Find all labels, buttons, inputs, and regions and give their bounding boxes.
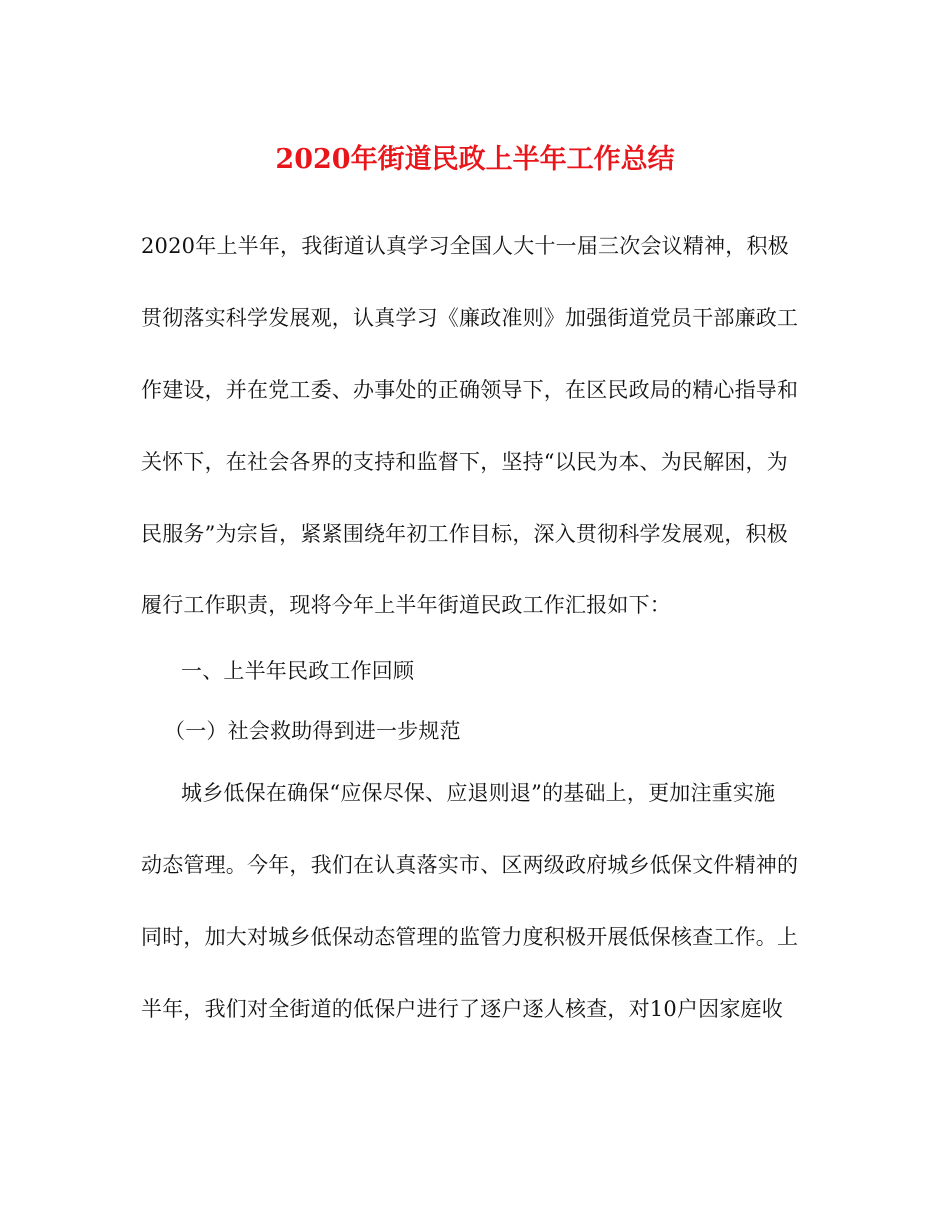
body-line: 城乡低保在确保“应保尽保、应退则退”的基础上，更加注重实施: [181, 781, 776, 805]
body-line: 作建设，并在党工委、办事处的正确领导下，在区民政局的精心指导和: [141, 378, 799, 402]
body-line: 履行工作职责，现将今年上半年街道民政工作汇报如下：: [141, 593, 671, 617]
subsection-heading: （一）社会救助得到进一步规范: [164, 719, 461, 743]
body-line: 关怀下，在社会各界的支持和监督下，坚持“以民为本、为民解困，为: [141, 450, 788, 474]
body-line: 半年，我们对全街道的低保户进行了逐户逐人核查，对10户因家庭收: [141, 997, 783, 1021]
body-line: 贯彻落实科学发展观，认真学习《廉政准则》加强街道党员干部廉政工: [141, 306, 799, 330]
section-heading: 一、上半年民政工作回顾: [181, 659, 415, 683]
document-title: 2020年街道民政上半年工作总结: [275, 144, 675, 175]
body-line: 动态管理。今年，我们在认真落实市、区两级政府城乡低保文件精神的: [141, 853, 799, 877]
body-line: 民服务”为宗旨，紧紧围绕年初工作目标，深入贯彻科学发展观，积极: [141, 522, 788, 546]
body-line: 2020年上半年，我街道认真学习全国人大十一届三次会议精神，积极: [141, 234, 789, 258]
body-line: 同时，加大对城乡低保动态管理的监管力度积极开展低保核查工作。上: [141, 925, 799, 949]
